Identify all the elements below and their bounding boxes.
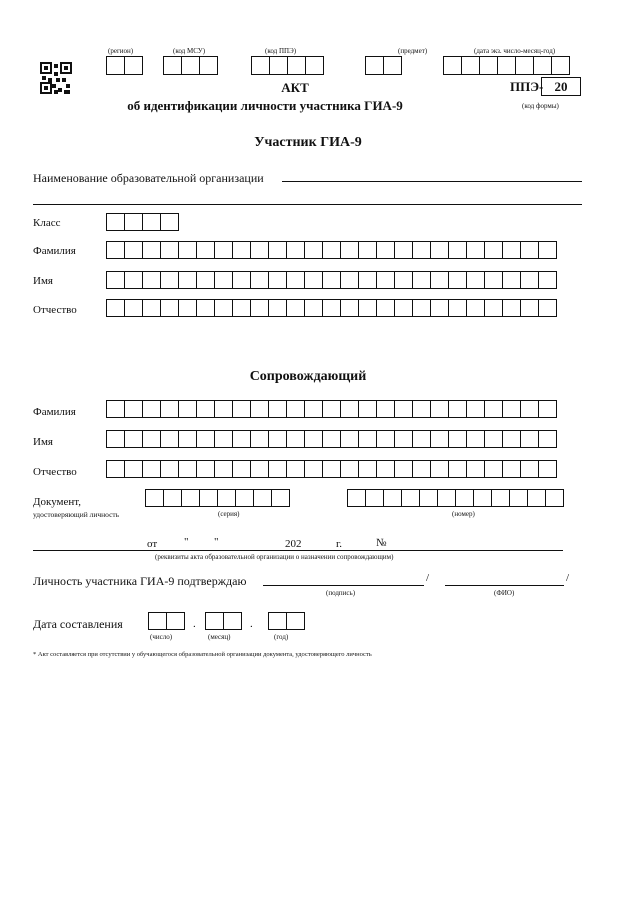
char-cell[interactable] bbox=[199, 489, 218, 507]
char-cell[interactable] bbox=[142, 271, 161, 289]
char-cell[interactable] bbox=[383, 56, 402, 75]
form-prefix: ППЭ- bbox=[510, 79, 544, 94]
char-cell[interactable] bbox=[214, 400, 233, 418]
char-cell[interactable] bbox=[412, 271, 431, 289]
char-cell[interactable] bbox=[106, 299, 125, 317]
char-cell[interactable] bbox=[466, 430, 485, 448]
char-cell[interactable] bbox=[178, 400, 197, 418]
char-cell[interactable] bbox=[286, 430, 305, 448]
confirm-text: Личность участника ГИА-9 подтверждаю bbox=[33, 574, 247, 588]
char-cell[interactable] bbox=[322, 430, 341, 448]
footnote: * Акт составляется при отсутствии у обучающегося образовательной организации документа, удостоверяющего личность bbox=[33, 651, 372, 658]
char-cell[interactable] bbox=[232, 241, 251, 259]
char-cell[interactable] bbox=[106, 430, 125, 448]
char-cell[interactable] bbox=[394, 460, 413, 478]
char-cell[interactable] bbox=[106, 271, 125, 289]
patronymic-boxes[interactable] bbox=[106, 299, 556, 317]
char-cell[interactable] bbox=[178, 460, 197, 478]
char-cell[interactable] bbox=[286, 241, 305, 259]
char-cell[interactable] bbox=[430, 271, 449, 289]
participant-heading: Участник ГИА-9 bbox=[254, 135, 362, 150]
char-cell[interactable] bbox=[502, 299, 521, 317]
signature-line[interactable] bbox=[263, 585, 424, 586]
char-cell[interactable] bbox=[376, 241, 395, 259]
char-cell[interactable] bbox=[217, 489, 236, 507]
requisites-year: 202 bbox=[285, 538, 302, 550]
series-label: (серия) bbox=[218, 510, 240, 518]
requisites-number-sign: № bbox=[376, 537, 387, 549]
char-cell[interactable] bbox=[124, 400, 143, 418]
char-cell[interactable] bbox=[124, 271, 143, 289]
char-cell[interactable] bbox=[430, 299, 449, 317]
subject-boxes[interactable] bbox=[365, 56, 401, 75]
char-cell[interactable] bbox=[106, 400, 125, 418]
char-cell[interactable] bbox=[163, 489, 182, 507]
year-label: (год) bbox=[274, 633, 289, 641]
char-cell[interactable] bbox=[419, 489, 438, 507]
char-cell[interactable] bbox=[235, 489, 254, 507]
form-number: 20 bbox=[541, 77, 581, 96]
char-cell[interactable] bbox=[160, 299, 179, 317]
char-cell[interactable] bbox=[430, 460, 449, 478]
exam-date-label: (дата экз. число-месяц-год) bbox=[474, 47, 556, 55]
msu-boxes[interactable] bbox=[163, 56, 217, 75]
subject-label: (предмет) bbox=[398, 47, 428, 55]
char-cell[interactable] bbox=[250, 241, 269, 259]
char-cell[interactable] bbox=[484, 299, 503, 317]
char-cell[interactable] bbox=[304, 299, 323, 317]
char-cell[interactable] bbox=[268, 271, 287, 289]
char-cell[interactable] bbox=[268, 612, 287, 630]
char-cell[interactable] bbox=[166, 612, 185, 630]
fio-line[interactable] bbox=[445, 585, 564, 586]
char-cell[interactable] bbox=[484, 430, 503, 448]
surname-label: Фамилия bbox=[33, 245, 76, 257]
char-cell[interactable] bbox=[160, 400, 179, 418]
char-cell[interactable] bbox=[448, 299, 467, 317]
char-cell[interactable] bbox=[376, 460, 395, 478]
char-cell[interactable] bbox=[178, 299, 197, 317]
char-cell[interactable] bbox=[520, 430, 539, 448]
char-cell[interactable] bbox=[223, 612, 242, 630]
char-cell[interactable] bbox=[394, 271, 413, 289]
document-series-boxes[interactable] bbox=[145, 489, 289, 507]
char-cell[interactable] bbox=[286, 299, 305, 317]
char-cell[interactable] bbox=[196, 400, 215, 418]
char-cell[interactable] bbox=[401, 489, 420, 507]
char-cell[interactable] bbox=[538, 460, 557, 478]
char-cell[interactable] bbox=[466, 400, 485, 418]
char-cell[interactable] bbox=[181, 489, 200, 507]
char-cell[interactable] bbox=[412, 400, 431, 418]
date-dot-1: . bbox=[193, 618, 196, 630]
char-cell[interactable] bbox=[178, 271, 197, 289]
char-cell[interactable] bbox=[394, 430, 413, 448]
char-cell[interactable] bbox=[322, 460, 341, 478]
requisites-from: от bbox=[147, 538, 158, 550]
char-cell[interactable] bbox=[502, 241, 521, 259]
char-cell[interactable] bbox=[484, 400, 503, 418]
requisites-quote-open: " bbox=[184, 536, 189, 548]
char-cell[interactable] bbox=[358, 271, 377, 289]
char-cell[interactable] bbox=[461, 56, 480, 75]
char-cell[interactable] bbox=[538, 430, 557, 448]
char-cell[interactable] bbox=[142, 400, 161, 418]
char-cell[interactable] bbox=[196, 271, 215, 289]
char-cell[interactable] bbox=[520, 271, 539, 289]
fio-label: (ФИО) bbox=[494, 589, 515, 597]
day-boxes[interactable] bbox=[148, 612, 184, 630]
char-cell[interactable] bbox=[448, 460, 467, 478]
char-cell[interactable] bbox=[286, 460, 305, 478]
char-cell[interactable] bbox=[484, 271, 503, 289]
char-cell[interactable] bbox=[448, 430, 467, 448]
char-cell[interactable] bbox=[322, 241, 341, 259]
char-cell[interactable] bbox=[253, 489, 272, 507]
document-label: Документ, bbox=[33, 496, 82, 508]
char-cell[interactable] bbox=[304, 400, 323, 418]
char-cell[interactable] bbox=[520, 400, 539, 418]
char-cell[interactable] bbox=[538, 241, 557, 259]
char-cell[interactable] bbox=[365, 489, 384, 507]
char-cell[interactable] bbox=[545, 489, 564, 507]
char-cell[interactable] bbox=[106, 56, 125, 75]
char-cell[interactable] bbox=[304, 271, 323, 289]
char-cell[interactable] bbox=[466, 460, 485, 478]
date-label: Дата составления bbox=[33, 617, 123, 631]
char-cell[interactable] bbox=[430, 430, 449, 448]
month-label: (месяц) bbox=[208, 633, 231, 641]
char-cell[interactable] bbox=[520, 299, 539, 317]
char-cell[interactable] bbox=[268, 299, 287, 317]
char-cell[interactable] bbox=[466, 271, 485, 289]
char-cell[interactable] bbox=[214, 430, 233, 448]
char-cell[interactable] bbox=[160, 241, 179, 259]
char-cell[interactable] bbox=[448, 241, 467, 259]
char-cell[interactable] bbox=[376, 271, 395, 289]
char-cell[interactable] bbox=[106, 460, 125, 478]
char-cell[interactable] bbox=[160, 271, 179, 289]
requisites-caption: (реквизиты акта образовательной организации о назначении сопровождающим) bbox=[155, 553, 394, 561]
escort-name-label: Имя bbox=[33, 436, 53, 448]
char-cell[interactable] bbox=[214, 299, 233, 317]
char-cell[interactable] bbox=[214, 271, 233, 289]
char-cell[interactable] bbox=[178, 430, 197, 448]
escort-heading: Сопровождающий bbox=[249, 369, 367, 384]
char-cell[interactable] bbox=[365, 56, 384, 75]
char-cell[interactable] bbox=[473, 489, 492, 507]
char-cell[interactable] bbox=[268, 430, 287, 448]
char-cell[interactable] bbox=[412, 241, 431, 259]
char-cell[interactable] bbox=[538, 400, 557, 418]
char-cell[interactable] bbox=[286, 400, 305, 418]
escort-patronymic-boxes[interactable] bbox=[106, 460, 556, 478]
char-cell[interactable] bbox=[250, 299, 269, 317]
char-cell[interactable] bbox=[322, 271, 341, 289]
char-cell[interactable] bbox=[145, 489, 164, 507]
char-cell[interactable] bbox=[466, 241, 485, 259]
char-cell[interactable] bbox=[160, 430, 179, 448]
char-cell[interactable] bbox=[502, 430, 521, 448]
char-cell[interactable] bbox=[358, 400, 377, 418]
char-cell[interactable] bbox=[437, 489, 456, 507]
char-cell[interactable] bbox=[142, 299, 161, 317]
char-cell[interactable] bbox=[232, 299, 251, 317]
char-cell[interactable] bbox=[527, 489, 546, 507]
requisites-year-suffix: г. bbox=[336, 538, 343, 550]
char-cell[interactable] bbox=[196, 430, 215, 448]
char-cell[interactable] bbox=[430, 400, 449, 418]
char-cell[interactable] bbox=[214, 460, 233, 478]
char-cell[interactable] bbox=[484, 241, 503, 259]
char-cell[interactable] bbox=[250, 400, 269, 418]
char-cell[interactable] bbox=[181, 56, 200, 75]
msu-label: (код МСУ) bbox=[173, 47, 206, 55]
escort-surname-label: Фамилия bbox=[33, 406, 76, 418]
char-cell[interactable] bbox=[376, 400, 395, 418]
char-cell[interactable] bbox=[142, 213, 161, 231]
char-cell[interactable] bbox=[497, 56, 516, 75]
name-boxes[interactable] bbox=[106, 271, 556, 289]
number-label: (номер) bbox=[452, 510, 475, 518]
char-cell[interactable] bbox=[551, 56, 570, 75]
char-cell[interactable] bbox=[268, 241, 287, 259]
char-cell[interactable] bbox=[214, 241, 233, 259]
char-cell[interactable] bbox=[142, 430, 161, 448]
char-cell[interactable] bbox=[250, 271, 269, 289]
char-cell[interactable] bbox=[533, 56, 552, 75]
char-cell[interactable] bbox=[124, 299, 143, 317]
char-cell[interactable] bbox=[347, 489, 366, 507]
escort-name-boxes[interactable] bbox=[106, 430, 556, 448]
char-cell[interactable] bbox=[304, 430, 323, 448]
region-boxes[interactable] bbox=[106, 56, 142, 75]
char-cell[interactable] bbox=[466, 299, 485, 317]
char-cell[interactable] bbox=[502, 460, 521, 478]
date-dot-2: . bbox=[250, 618, 253, 630]
char-cell[interactable] bbox=[232, 460, 251, 478]
char-cell[interactable] bbox=[502, 400, 521, 418]
day-label: (число) bbox=[150, 633, 173, 641]
char-cell[interactable] bbox=[142, 241, 161, 259]
form-code-label: (код формы) bbox=[522, 102, 559, 110]
char-cell[interactable] bbox=[250, 430, 269, 448]
char-cell[interactable] bbox=[322, 400, 341, 418]
char-cell[interactable] bbox=[502, 271, 521, 289]
ppe-boxes[interactable] bbox=[251, 56, 323, 75]
char-cell[interactable] bbox=[124, 56, 143, 75]
char-cell[interactable] bbox=[232, 271, 251, 289]
char-cell[interactable] bbox=[196, 460, 215, 478]
char-cell[interactable] bbox=[142, 460, 161, 478]
requisites-line[interactable] bbox=[33, 550, 563, 551]
char-cell[interactable] bbox=[340, 460, 359, 478]
char-cell[interactable] bbox=[340, 430, 359, 448]
char-cell[interactable] bbox=[160, 213, 179, 231]
char-cell[interactable] bbox=[383, 489, 402, 507]
char-cell[interactable] bbox=[124, 213, 143, 231]
org-name-line[interactable] bbox=[282, 181, 582, 182]
char-cell[interactable] bbox=[304, 241, 323, 259]
char-cell[interactable] bbox=[509, 489, 528, 507]
region-label: (регион) bbox=[108, 47, 134, 55]
char-cell[interactable] bbox=[340, 241, 359, 259]
signature-label: (подпись) bbox=[326, 589, 356, 597]
ppe-label: (код ППЭ) bbox=[265, 47, 297, 55]
char-cell[interactable] bbox=[340, 271, 359, 289]
class-label: Класс bbox=[33, 217, 61, 229]
name-label: Имя bbox=[33, 275, 53, 287]
char-cell[interactable] bbox=[286, 271, 305, 289]
char-cell[interactable] bbox=[340, 400, 359, 418]
act-subtitle: об идентификации личности участника ГИА-9 bbox=[127, 98, 403, 113]
document-number-boxes[interactable] bbox=[347, 489, 563, 507]
patronymic-label: Отчество bbox=[33, 304, 77, 316]
char-cell[interactable] bbox=[358, 430, 377, 448]
char-cell[interactable] bbox=[268, 400, 287, 418]
char-cell[interactable] bbox=[520, 241, 539, 259]
char-cell[interactable] bbox=[455, 489, 474, 507]
char-cell[interactable] bbox=[412, 299, 431, 317]
char-cell[interactable] bbox=[538, 271, 557, 289]
char-cell[interactable] bbox=[196, 241, 215, 259]
char-cell[interactable] bbox=[358, 460, 377, 478]
char-cell[interactable] bbox=[430, 241, 449, 259]
requisites-quote-close: " bbox=[214, 536, 219, 548]
char-cell[interactable] bbox=[376, 299, 395, 317]
char-cell[interactable] bbox=[394, 400, 413, 418]
escort-surname-boxes[interactable] bbox=[106, 400, 556, 418]
confirm-slash-2: / bbox=[566, 572, 570, 584]
char-cell[interactable] bbox=[106, 213, 125, 231]
char-cell[interactable] bbox=[322, 299, 341, 317]
org-name-line-2[interactable] bbox=[33, 204, 582, 205]
char-cell[interactable] bbox=[515, 56, 534, 75]
char-cell[interactable] bbox=[232, 430, 251, 448]
char-cell[interactable] bbox=[443, 56, 462, 75]
char-cell[interactable] bbox=[412, 430, 431, 448]
escort-patronymic-label: Отчество bbox=[33, 466, 77, 478]
document-label-2: удостоверяющий личность bbox=[33, 510, 120, 519]
char-cell[interactable] bbox=[106, 241, 125, 259]
char-cell[interactable] bbox=[148, 612, 167, 630]
char-cell[interactable] bbox=[538, 299, 557, 317]
char-cell[interactable] bbox=[124, 430, 143, 448]
char-cell[interactable] bbox=[484, 460, 503, 478]
char-cell[interactable] bbox=[305, 56, 324, 75]
char-cell[interactable] bbox=[376, 430, 395, 448]
char-cell[interactable] bbox=[287, 56, 306, 75]
exam-date-boxes[interactable] bbox=[443, 56, 569, 75]
char-cell[interactable] bbox=[269, 56, 288, 75]
char-cell[interactable] bbox=[448, 400, 467, 418]
char-cell[interactable] bbox=[340, 299, 359, 317]
surname-boxes[interactable] bbox=[106, 241, 556, 259]
char-cell[interactable] bbox=[448, 271, 467, 289]
year-boxes[interactable] bbox=[268, 612, 304, 630]
char-cell[interactable] bbox=[205, 612, 224, 630]
act-title: АКТ bbox=[281, 80, 309, 95]
char-cell[interactable] bbox=[479, 56, 498, 75]
char-cell[interactable] bbox=[251, 56, 270, 75]
confirm-slash-1: / bbox=[426, 572, 430, 584]
char-cell[interactable] bbox=[124, 241, 143, 259]
char-cell[interactable] bbox=[520, 460, 539, 478]
char-cell[interactable] bbox=[250, 460, 269, 478]
char-cell[interactable] bbox=[178, 241, 197, 259]
char-cell[interactable] bbox=[124, 460, 143, 478]
char-cell[interactable] bbox=[412, 460, 431, 478]
char-cell[interactable] bbox=[196, 299, 215, 317]
class-boxes[interactable] bbox=[106, 213, 178, 231]
char-cell[interactable] bbox=[358, 299, 377, 317]
char-cell[interactable] bbox=[286, 612, 305, 630]
char-cell[interactable] bbox=[358, 241, 377, 259]
char-cell[interactable] bbox=[199, 56, 218, 75]
char-cell[interactable] bbox=[268, 460, 287, 478]
char-cell[interactable] bbox=[271, 489, 290, 507]
char-cell[interactable] bbox=[304, 460, 323, 478]
org-name-label: Наименование образовательной организации bbox=[33, 171, 264, 185]
month-boxes[interactable] bbox=[205, 612, 241, 630]
char-cell[interactable] bbox=[394, 241, 413, 259]
char-cell[interactable] bbox=[232, 400, 251, 418]
char-cell[interactable] bbox=[160, 460, 179, 478]
char-cell[interactable] bbox=[491, 489, 510, 507]
char-cell[interactable] bbox=[163, 56, 182, 75]
char-cell[interactable] bbox=[394, 299, 413, 317]
